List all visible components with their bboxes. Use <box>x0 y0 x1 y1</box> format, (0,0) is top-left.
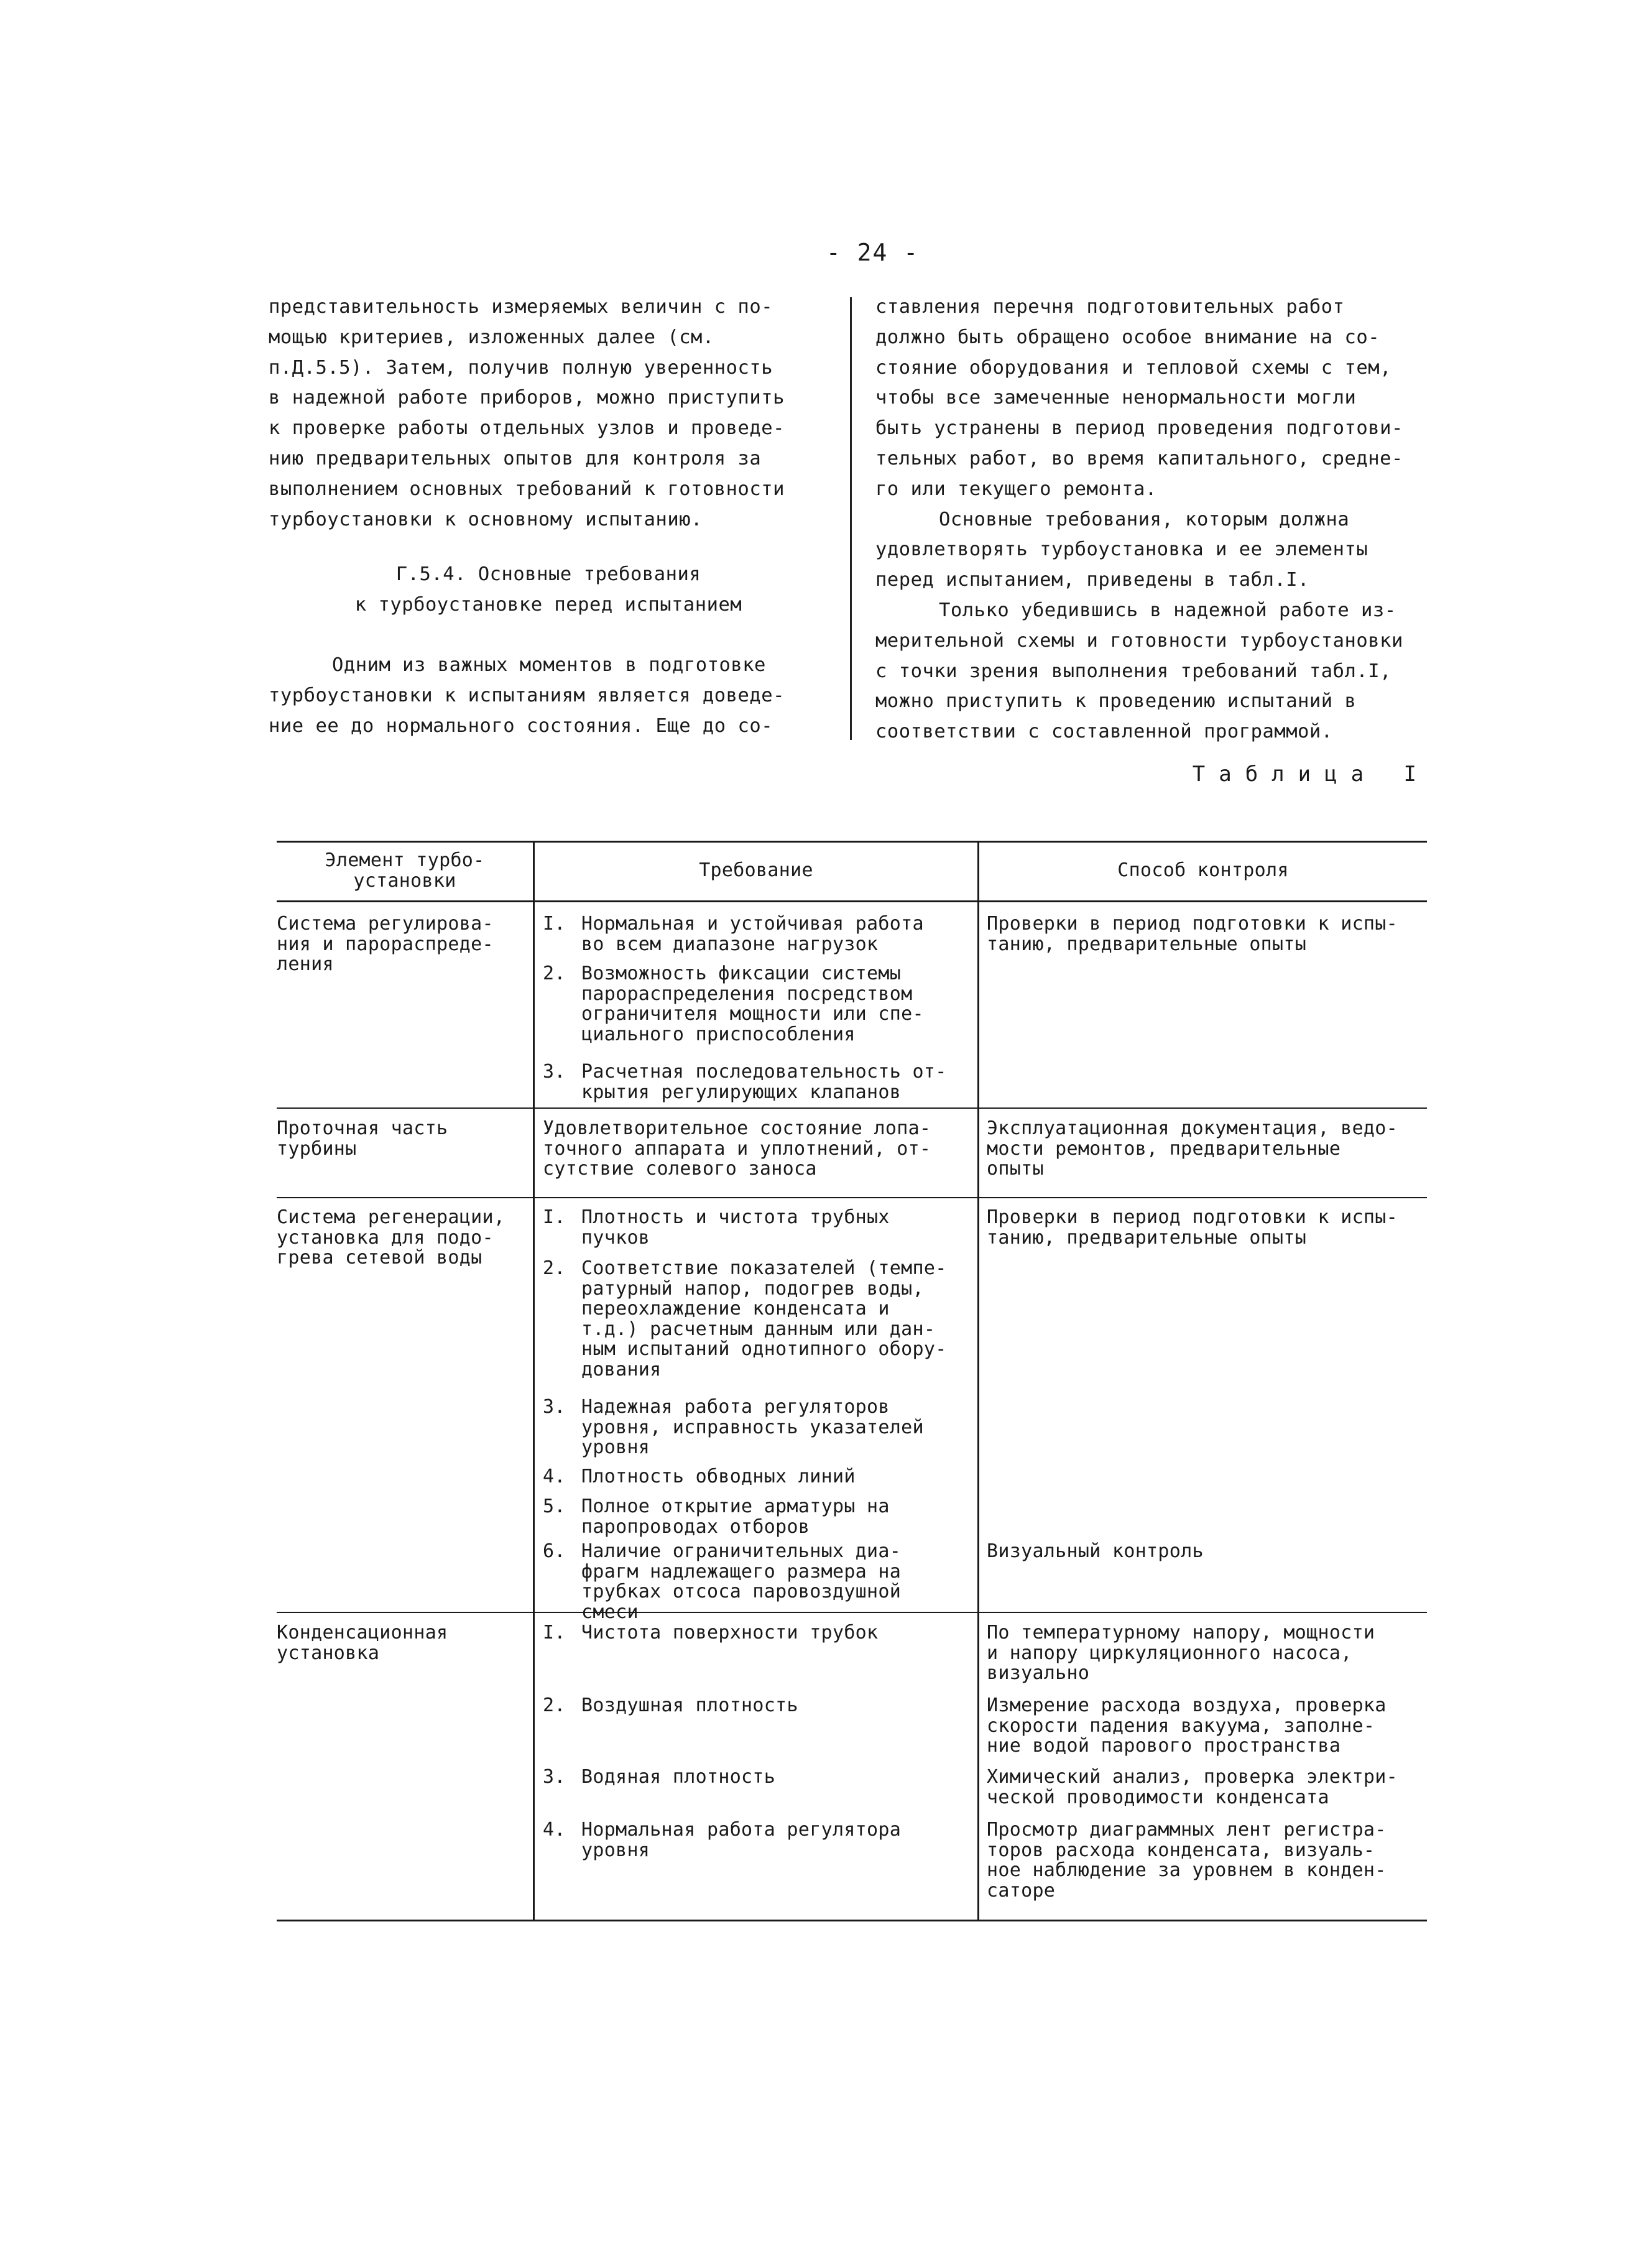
requirement-text: Водяная плотность <box>581 1766 776 1788</box>
text-line: Только убедившись в надежной работе из- <box>939 599 1396 621</box>
column-divider <box>533 841 535 1921</box>
requirement-text: Плотность обводных линий <box>581 1466 856 1487</box>
text-line: Одним из важных моментов в подготовке <box>332 654 766 676</box>
method-cell: Проверки в период подготовки к испы- танию, предварительные опыты <box>987 913 1398 955</box>
requirement-item: 3. <box>543 1396 566 1418</box>
header-requirement: Требование <box>699 859 813 881</box>
requirement-text: Возможность фиксации системы парораспределения посредством ограничителя мощности или спе- циального приспособления <box>581 963 924 1045</box>
requirement-text: Чистота поверхности трубок <box>581 1622 879 1643</box>
requirement-item: 2. <box>543 1694 566 1716</box>
text-line: ние ее до нормального состояния. Еще до со- <box>269 714 773 737</box>
text-line: можно приступить к проведению испытаний в <box>875 690 1357 713</box>
text-line: чтобы все замеченные ненормальности могли <box>875 387 1357 409</box>
text-line: го или текущего ремонта. <box>875 478 1157 500</box>
method-cell: Просмотр диаграммных лент регистра- торов расхода конденсата, визуаль- ное наблюдение за уровнем в конден- саторе <box>987 1819 1387 1902</box>
element-cell: Проточная часть турбины <box>277 1117 448 1160</box>
requirement-item: 3. <box>543 1061 566 1083</box>
text-line: должно быть обращено особое внимание на со- <box>875 326 1380 348</box>
right-column <box>875 292 1435 747</box>
text-line: стояние оборудования и тепловой схемы с тем, <box>875 356 1391 379</box>
requirement-text: Надежная работа регуляторов уровня, исправность указателей уровня <box>581 1396 924 1458</box>
method-cell: Химический анализ, проверка электри- ческой проводимости конденсата <box>987 1766 1398 1808</box>
page-number: - 24 - <box>826 239 920 266</box>
text-line: мощью критериев, изложенных далее (см. <box>269 326 714 348</box>
requirement-item: 6. <box>543 1540 566 1562</box>
requirement-text: Расчетная последовательность от- крытия регулирующих клапанов <box>581 1061 947 1103</box>
requirement-text: Воздушная плотность <box>581 1694 798 1716</box>
table-bottom-rule <box>277 1920 1427 1921</box>
element-cell: Система регенерации, установка для подо- грева сетевой воды <box>277 1206 505 1269</box>
column-divider <box>850 297 852 740</box>
section-heading: Г.5.4. Основные требования <box>395 563 701 586</box>
requirements-table <box>277 841 1427 1923</box>
requirement-item: I. <box>543 1206 566 1228</box>
requirement-text: Плотность и чистота трубных пучков <box>581 1206 890 1249</box>
header-method: Способ контроля <box>1117 859 1289 881</box>
header-element: Элемент турбо- установки <box>325 849 485 892</box>
requirement-item: 2. <box>543 1257 566 1279</box>
text-line: нию предварительных опытов для контроля за <box>269 447 762 469</box>
text-line: выполнением основных требований к готовности <box>269 478 785 500</box>
requirement-text: Соответствие показателей (темпе- ратурный напор, подогрев воды, переохлаждение конденсата и т.д.) расчетным данным или дан- ным испытаний однотипного обору- дования <box>581 1257 947 1380</box>
text-line: удовлетворять турбоустановка и ее элементы <box>875 539 1368 561</box>
requirement-item: 3. <box>543 1766 566 1788</box>
method-cell: По температурному напору, мощности и напору циркуляционного насоса, визуально <box>987 1622 1375 1684</box>
requirement-item: 5. <box>543 1496 566 1517</box>
left-column <box>269 292 828 741</box>
requirement-text: Наличие ограничительных диа- фрагм надлежащего размера на трубках отсоса паровоздушной смеси <box>581 1540 902 1623</box>
method-cell: Измерение расхода воздуха, проверка скорости падения вакуума, заполне- ние водой парового пространства <box>987 1694 1387 1757</box>
text-line: мерительной схемы и готовности турбоустановки <box>875 629 1403 652</box>
text-line: тельных работ, во время капитального, средне- <box>875 447 1403 469</box>
text-line: с точки зрения выполнения требований табл.I, <box>875 660 1391 682</box>
text-line: соответствии с составленной программой. <box>875 721 1333 743</box>
method-cell: Проверки в период подготовки к испы- танию, предварительные опыты <box>987 1206 1398 1249</box>
requirement-text: Полное открытие арматуры на паропроводах отборов <box>581 1496 890 1538</box>
row-separator <box>277 1107 1427 1109</box>
element-cell: Конденсационная установка <box>277 1622 448 1664</box>
method-cell: Визуальный контроль <box>987 1540 1204 1562</box>
requirement-text: Нормальная работа регулятора уровня <box>581 1819 902 1861</box>
table-caption: Таблица I <box>1192 762 1430 787</box>
requirement-item: 4. <box>543 1819 566 1841</box>
requirement-item: I. <box>543 913 566 935</box>
text-line: ставления перечня подготовительных работ <box>875 296 1345 318</box>
text-line: представительность измеряемых величин с по- <box>269 296 773 318</box>
text-line: п.Д.5.5). Затем, получив полную уверенность <box>269 356 773 379</box>
text-line: в надежной работе приборов, можно приступить <box>269 387 785 409</box>
column-divider <box>977 841 979 1921</box>
text-line: к проверке работы отдельных узлов и проведе- <box>269 417 785 440</box>
row-separator <box>277 1197 1427 1198</box>
requirement-item: I. <box>543 1622 566 1643</box>
requirement-text: Нормальная и устойчивая работа во всем диапазоне нагрузок <box>581 913 924 955</box>
element-cell: Система регулирова- ния и парораспреде- ления <box>277 913 494 975</box>
text-line: турбоустановки к испытаниям является доведе- <box>269 684 785 706</box>
text-line: Основные требования, которым должна <box>939 508 1350 530</box>
requirement-text: Удовлетворительное состояние лопа- точного аппарата и уплотнений, от- сутствие солевого заноса <box>543 1117 931 1180</box>
header-bottom-rule <box>277 900 1427 902</box>
method-cell: Эксплуатационная документация, ведо- мости ремонтов, предварительные опыты <box>987 1117 1398 1180</box>
text-line: перед испытанием, приведены в табл.I. <box>875 569 1309 591</box>
text-line: быть устранены в период проведения подготови- <box>875 417 1403 440</box>
table-top-rule <box>277 841 1427 843</box>
section-heading: к турбоустановке перед испытанием <box>354 594 742 616</box>
requirement-item: 4. <box>543 1466 566 1487</box>
text-line: турбоустановки к основному испытанию. <box>269 508 703 530</box>
requirement-item: 2. <box>543 963 566 984</box>
